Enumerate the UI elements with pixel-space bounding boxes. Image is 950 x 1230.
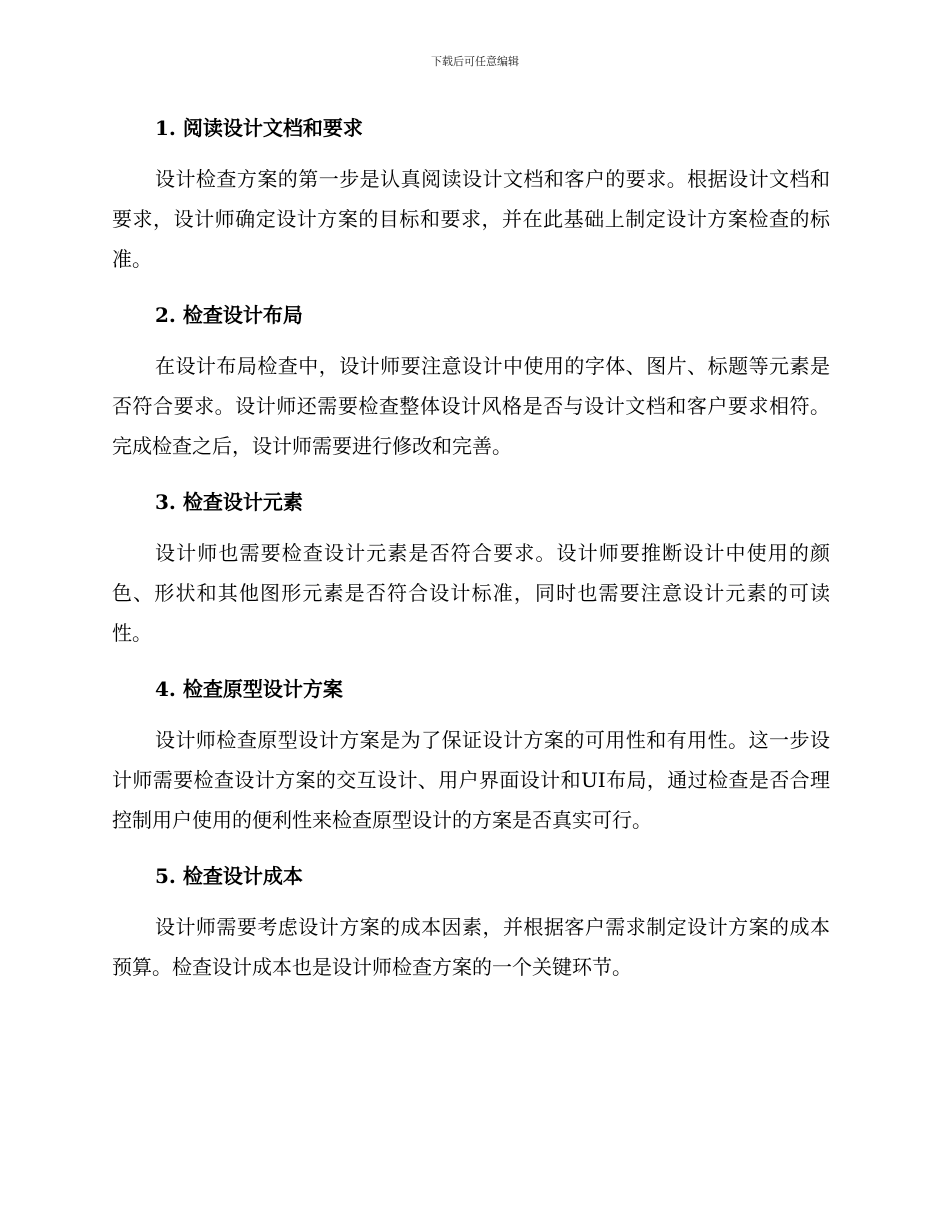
document-body: [112, 108, 830, 1003]
section-1: [112, 108, 830, 279]
section-paragraph: 设计师检查原型设计方案是为了保证设计方案的可用性和有用性。这一步设计师需要检查设计方案的交互设计、用户界面设计和UI布局，通过检查是否合理控制用户使用的便利性来检查原型设计的方案是否真实可行。: [112, 728, 830, 832]
page-header-note: 下载后可任意编辑: [431, 55, 519, 68]
section-heading: 1. 阅读设计文档和要求: [155, 116, 363, 140]
section-5: [112, 856, 830, 987]
section-4: [112, 669, 830, 840]
section-paragraph: 在设计布局检查中，设计师要注意设计中使用的字体、图片、标题等元素是否符合要求。设计师还需要检查整体设计风格是否与设计文档和客户要求相符。完成检查之后，设计师需要进行修改和完善。: [112, 354, 830, 458]
section-heading: 2. 检查设计布局: [155, 303, 303, 327]
section-paragraph: 设计检查方案的第一步是认真阅读设计文档和客户的要求。根据设计文档和要求，设计师确定设计方案的目标和要求，并在此基础上制定设计方案检查的标准。: [112, 167, 830, 271]
section-heading: 3. 检查设计元素: [155, 490, 303, 514]
section-2: [112, 295, 830, 466]
section-3: [112, 482, 830, 653]
section-heading: 5. 检查设计成本: [155, 864, 303, 888]
section-heading: 4. 检查原型设计方案: [155, 677, 343, 701]
section-paragraph: 设计师需要考虑设计方案的成本因素，并根据客户需求制定设计方案的成本预算。检查设计成本也是设计师检查方案的一个关键环节。: [112, 915, 830, 979]
section-paragraph: 设计师也需要检查设计元素是否符合要求。设计师要推断设计中使用的颜色、形状和其他图形元素是否符合设计标准，同时也需要注意设计元素的可读性。: [112, 541, 830, 645]
